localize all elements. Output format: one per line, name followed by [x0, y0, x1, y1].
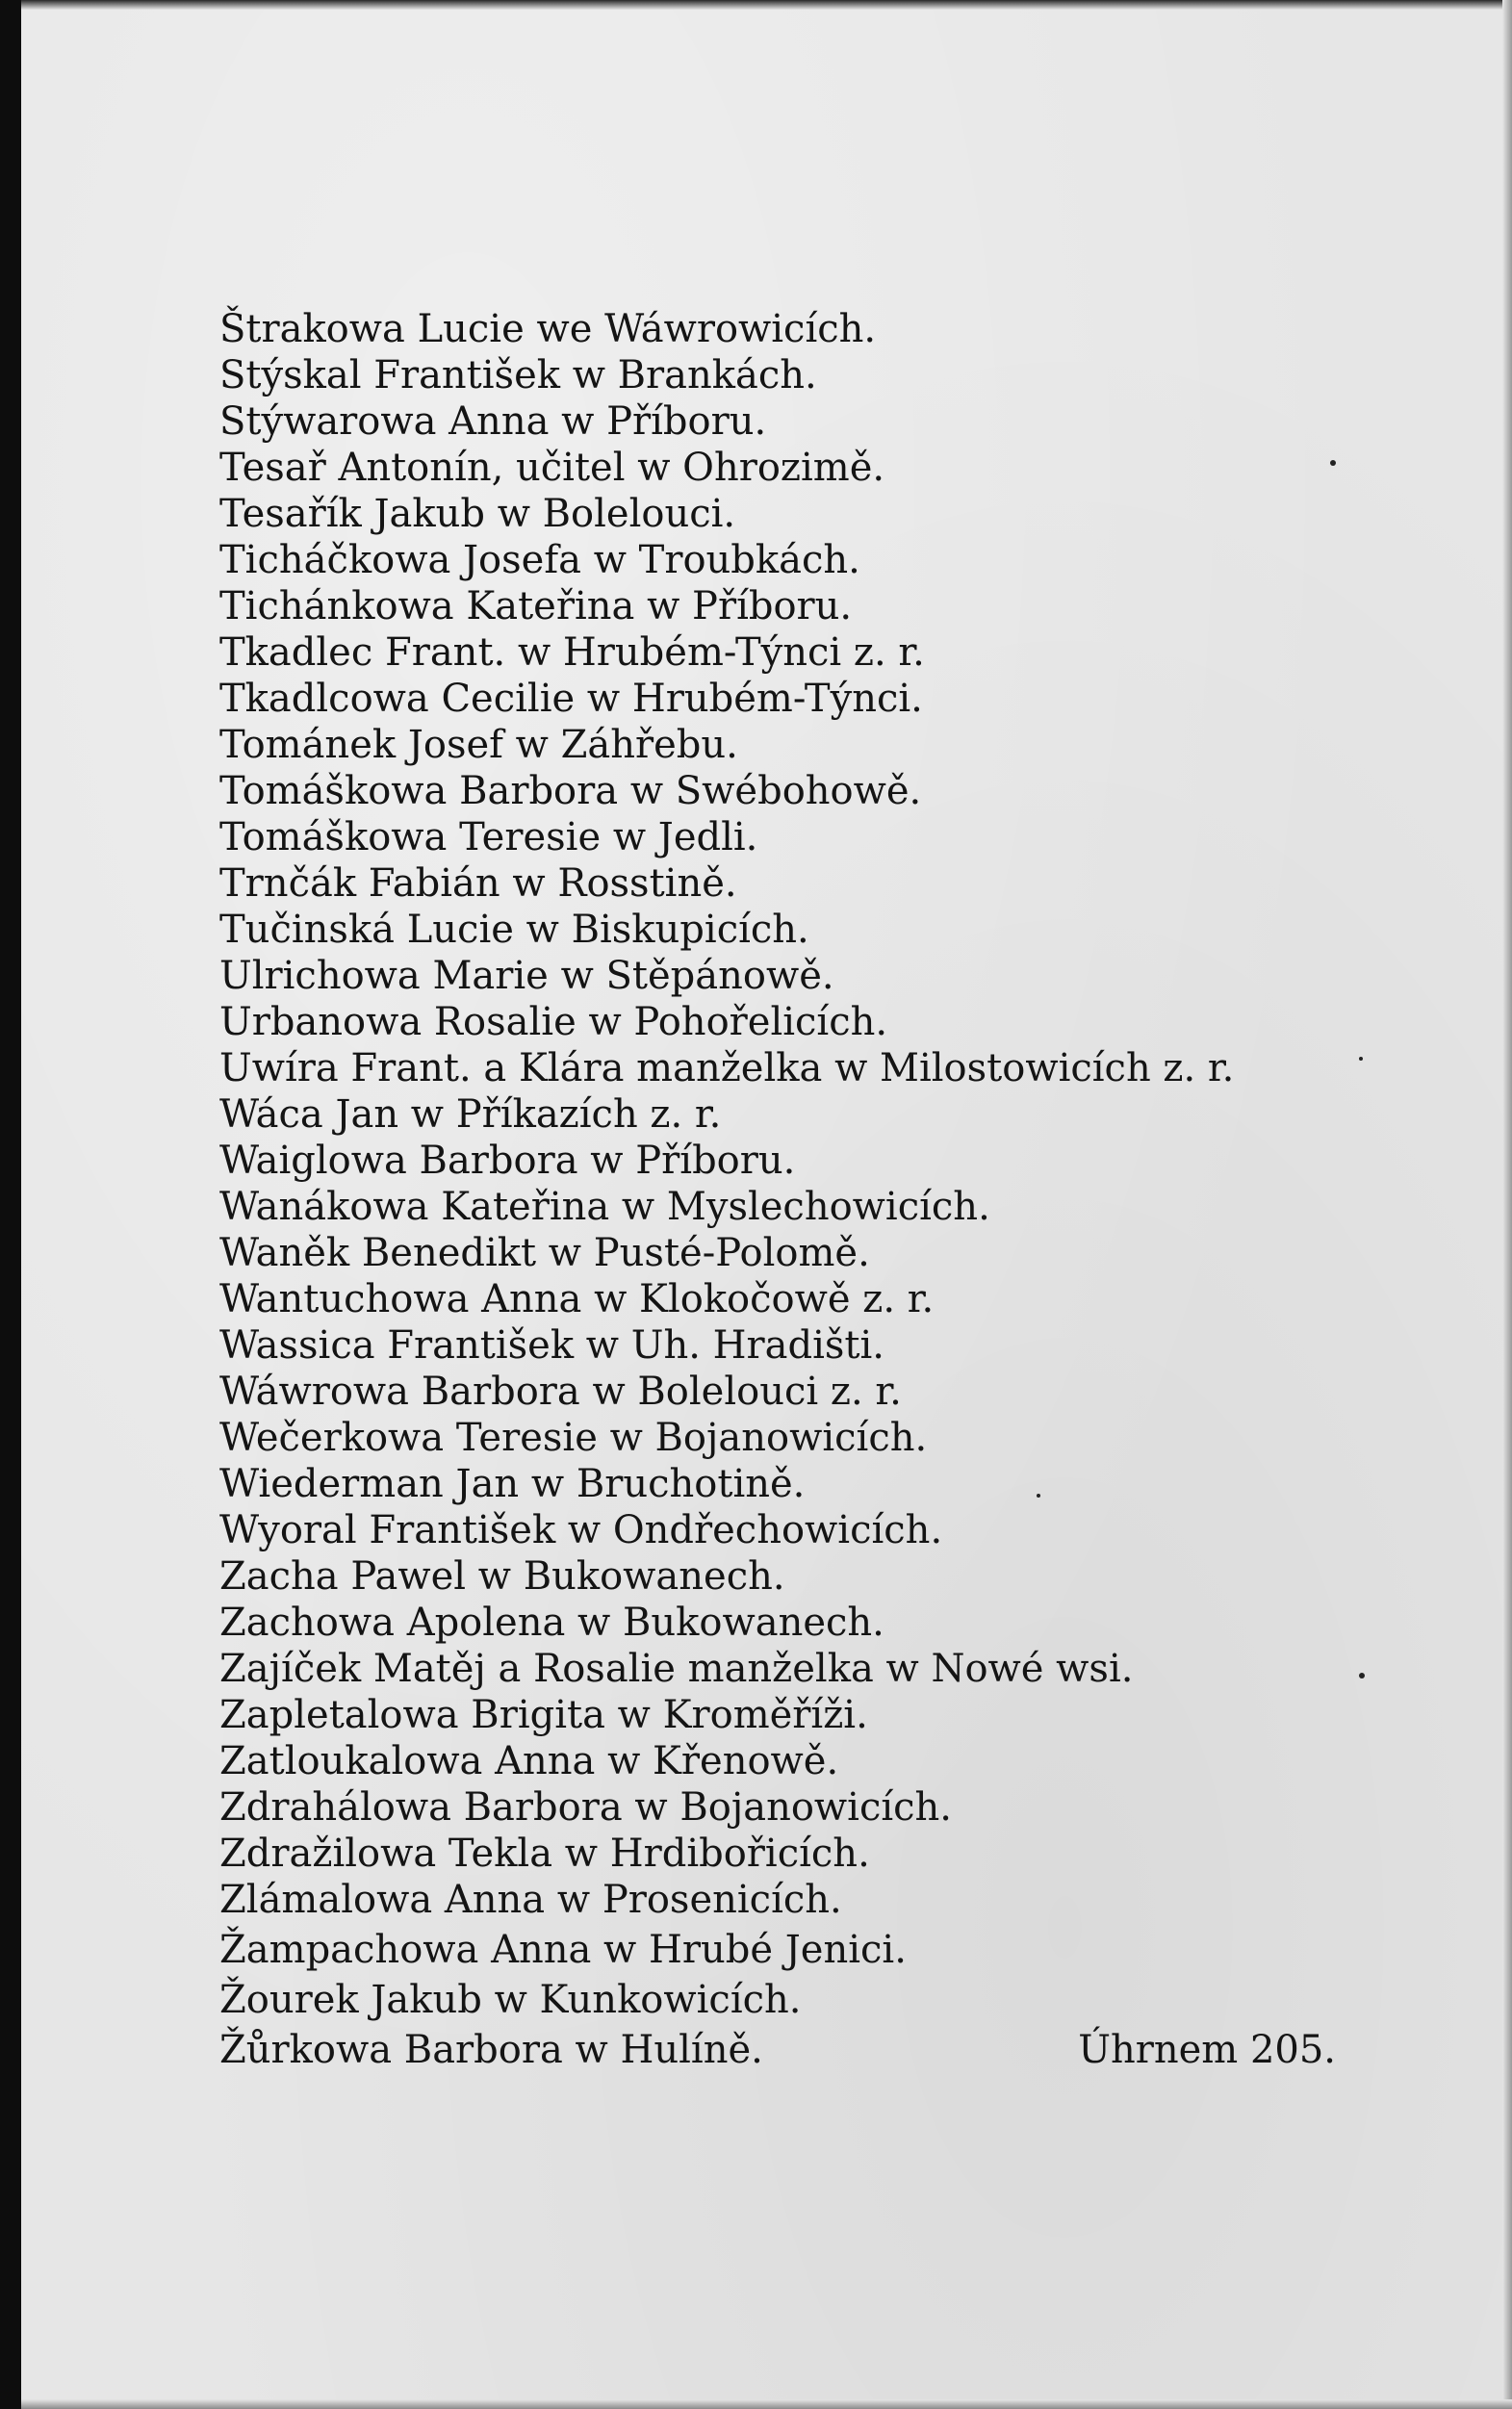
list-item: Zapletalowa Brigita w Kroměříži.	[219, 1693, 868, 1737]
list-item: Zdražilowa Tekla w Hrdibořicích.	[219, 1832, 870, 1876]
scan-top-border	[21, 0, 1512, 10]
list-item: Štrakowa Lucie we Wáwrowicích.	[219, 307, 877, 351]
list-item: Ticháčkowa Josefa w Troubkách.	[219, 538, 860, 582]
list-item: Wečerkowa Teresie w Bojanowicích.	[219, 1416, 928, 1460]
list-item: Uwíra Frant. a Klára manželka w Milostowicích z. r.	[219, 1046, 1235, 1090]
list-item: Zlámalowa Anna w Prosenicích.	[219, 1878, 842, 1922]
list-item: Tkadlec Frant. w Hrubém-Týnci z. r.	[219, 630, 925, 675]
name-list	[219, 306, 1336, 2077]
total-count: Úhrnem 205.	[1078, 2028, 1336, 2072]
list-item: Waiglowa Barbora w Příboru.	[219, 1139, 796, 1183]
list-item: Wanákowa Kateřina w Myslechowicích.	[219, 1185, 990, 1229]
list-item: Wyoral František w Ondřechowicích.	[219, 1508, 943, 1552]
list-item: Wáwrowa Barbora w Bolelouci z. r.	[219, 1370, 902, 1414]
list-item: Zdrahálowa Barbora w Bojanowicích.	[219, 1785, 953, 1830]
list-item: Wiederman Jan w Bruchotině.	[219, 1462, 806, 1506]
list-item: Tučinská Lucie w Biskupicích.	[219, 908, 809, 952]
list-item: Tesařík Jakub w Bolelouci.	[219, 492, 736, 536]
list-item: Urbanowa Rosalie w Pohořelicích.	[219, 1000, 888, 1044]
list-item: Tichánkowa Kateřina w Příboru.	[219, 584, 853, 628]
list-item: Tesař Antonín, učitel w Ohrozimě.	[219, 446, 885, 490]
list-item: Zacha Pawel w Bukowanech.	[219, 1554, 785, 1599]
scan-left-border	[0, 0, 21, 2409]
list-item: Žourek Jakub w Kunkowicích.	[219, 1978, 802, 2022]
list-item: Wassica František w Uh. Hradišti.	[219, 1323, 885, 1368]
list-item: Wantuchowa Anna w Klokočowě z. r.	[219, 1277, 935, 1321]
list-item: Zachowa Apolena w Bukowanech.	[219, 1601, 884, 1645]
page-speck	[1359, 1673, 1365, 1679]
list-item: Tomáškowa Barbora w Swébohowě.	[219, 769, 922, 813]
list-item: Wáca Jan w Příkazích z. r.	[219, 1092, 722, 1137]
scan-bottom-border	[21, 2399, 1512, 2409]
list-item: Stýwarowa Anna w Příboru.	[219, 399, 767, 444]
list-item: Ulrichowa Marie w Stěpánowě.	[219, 954, 834, 998]
page-speck	[1359, 1057, 1363, 1061]
list-item-last	[219, 2027, 1336, 2077]
scan-right-border	[1502, 0, 1512, 2409]
list-item: Zajíček Matěj a Rosalie manželka w Nowé wsi.	[219, 1647, 1134, 1691]
list-item: Žampachowa Anna w Hrubé Jenici.	[219, 1928, 907, 1972]
list-item: Tkadlcowa Cecilie w Hrubém-Týnci.	[219, 677, 923, 721]
list-item: Zatloukalowa Anna w Křenowě.	[219, 1739, 839, 1783]
list-item: Trnčák Fabián w Rosstině.	[219, 861, 737, 906]
list-item: Waněk Benedikt w Pusté-Polomě.	[219, 1231, 870, 1275]
list-item: Tománek Josef w Záhřebu.	[219, 723, 738, 767]
list-item: Tomáškowa Teresie w Jedli.	[219, 815, 758, 859]
list-item: Stýskal František w Brankách.	[219, 353, 817, 397]
list-item-text: Žůrkowa Barbora w Hulíně.	[219, 2028, 763, 2072]
